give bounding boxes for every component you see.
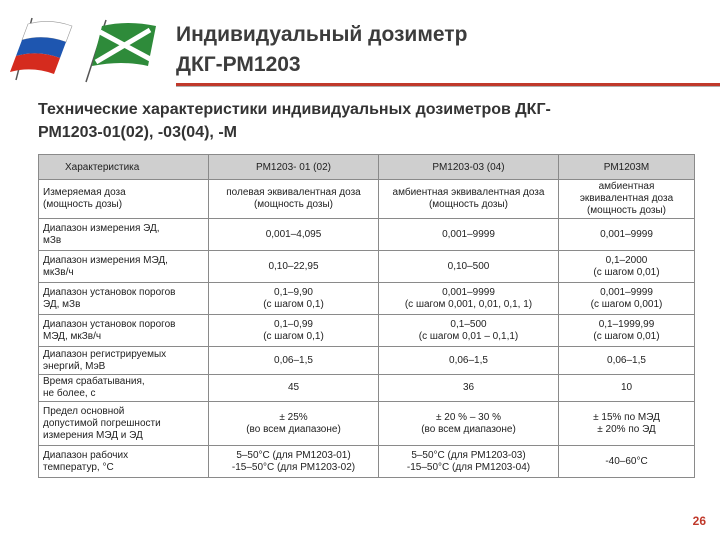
section-subtitle: [38, 98, 658, 144]
cell-text-line: энергий, МэВ: [43, 360, 106, 372]
cell-text-line: 0,001–9999: [600, 286, 653, 298]
cell-text-line: 0,06–1,5: [449, 354, 488, 366]
cell-text-line: 5–50°С (для РМ1203-01): [236, 449, 351, 461]
cell-text-line: полевая эквивалентная доза: [226, 187, 361, 198]
cell-text-line: амбиентная эквивалентная доза: [392, 187, 545, 198]
cell-text-line: 0,001–9999: [442, 228, 495, 240]
characteristic-cell: [39, 283, 209, 315]
cell-text-line: -15–50°С (для РМ1203-02): [231, 461, 356, 473]
cell-text-line: -15–50°С (для РМ1203-04): [406, 461, 531, 473]
table-row: [39, 375, 695, 402]
table-row: [39, 446, 695, 478]
cell-text-line: амбиентная: [598, 181, 655, 192]
table-row: [39, 347, 695, 375]
table-row: [39, 251, 695, 283]
cell-text-line: (во всем диапазоне): [246, 423, 341, 435]
cell-text-line: (с шагом 0,001, 0,01, 0,1, 1): [404, 298, 533, 310]
cell-text-line: 5–50°С (для РМ1203-03): [411, 449, 526, 461]
cell-text-line: 0,001–9999: [600, 228, 653, 240]
cell-text-line: 0,06–1,5: [607, 354, 646, 366]
value-cell-rm1203-01: [209, 180, 379, 219]
characteristic-cell: [39, 375, 209, 402]
characteristic-cell: [39, 446, 209, 478]
characteristic-cell: [39, 347, 209, 375]
value-cell-rm1203-01: [209, 347, 379, 375]
value-cell-rm1203-03: [379, 251, 559, 283]
column-header-rm1203m: РМ1203М: [559, 155, 695, 180]
cell-text-line: Диапазон рабочих: [43, 449, 129, 461]
value-cell-rm1203-01: [209, 315, 379, 347]
cell-text-line: (мощность дозы): [253, 199, 334, 210]
cell-text-line: 0,1–500: [450, 318, 487, 330]
page-title: [176, 20, 467, 80]
cell-text-line: 0,1–0,99: [274, 318, 313, 330]
value-cell-rm1203m: [559, 446, 695, 478]
table-row: [39, 315, 695, 347]
cell-text-line: (с шагом 0,1): [263, 298, 324, 310]
cell-text-line: мЗв: [43, 234, 62, 246]
cell-text-line: (с шагом 0,01 – 0,1,1): [418, 330, 519, 342]
title-line-1: Индивидуальный дозиметр: [176, 23, 468, 46]
value-cell-rm1203m: [559, 402, 695, 446]
value-cell-rm1203m: [559, 251, 695, 283]
value-cell-rm1203-03: [379, 315, 559, 347]
cell-text-line: Измеряемая доза: [43, 187, 126, 198]
cell-text-line: ± 20 % – 30 %: [436, 411, 501, 423]
subtitle-line-1: Технические характеристики индивидуальных дозиметров ДКГ-: [38, 101, 551, 118]
value-cell-rm1203-03: [379, 283, 559, 315]
cell-text-line: 45: [287, 382, 300, 393]
green-white-flag-icon: [86, 20, 156, 82]
cell-text-line: 0,1–9,90: [274, 286, 313, 298]
value-cell-rm1203-01: [209, 446, 379, 478]
cell-text-line: (во всем диапазоне): [421, 423, 516, 435]
cell-text-line: 0,10–22,95: [268, 260, 319, 272]
value-cell-rm1203-03: [379, 402, 559, 446]
value-cell-rm1203-03: [379, 180, 559, 219]
value-cell-rm1203-03: [379, 219, 559, 251]
cell-text-line: (мощность дозы): [428, 199, 509, 210]
column-header-rm1203-01: РМ1203- 01 (02): [209, 155, 379, 180]
cell-text-line: (с шагом 0,1): [263, 330, 324, 342]
cell-text-line: Диапазон измерения ЭД,: [43, 222, 160, 234]
cell-text-line: измерения МЭД и ЭД: [43, 429, 143, 441]
flags-logo: [10, 14, 160, 84]
cell-text-line: ЭД, мЗв: [43, 298, 81, 310]
value-cell-rm1203m: [559, 180, 695, 219]
header-divider-gray: [176, 86, 720, 87]
value-cell-rm1203-01: [209, 402, 379, 446]
cell-text-line: (мощность дозы): [43, 199, 123, 210]
cell-text-line: 0,10–500: [447, 260, 490, 272]
cell-text-line: (с шагом 0,001): [590, 298, 663, 310]
table-row: [39, 402, 695, 446]
table-row: [39, 180, 695, 219]
cell-text-line: 0,1–2000: [605, 254, 648, 266]
cell-text-line: 0,001–9999: [442, 286, 495, 298]
characteristic-cell: [39, 219, 209, 251]
characteristic-cell: [39, 402, 209, 446]
cell-text-line: температур, °С: [43, 461, 114, 473]
value-cell-rm1203m: [559, 219, 695, 251]
subtitle-line-2: РМ1203-01(02), -03(04), -М: [38, 124, 237, 141]
cell-text-line: Диапазон установок порогов: [43, 318, 176, 330]
value-cell-rm1203m: [559, 347, 695, 375]
cell-text-line: Диапазон установок порогов: [43, 286, 176, 298]
cell-text-line: Диапазон регистрируемых: [43, 348, 167, 360]
column-header-rm1203-03: РМ1203-03 (04): [379, 155, 559, 180]
table-row: [39, 219, 695, 251]
specifications-table: [38, 154, 695, 478]
cell-text-line: ± 15% по МЭД: [593, 411, 660, 423]
cell-text-line: мкЗв/ч: [43, 266, 74, 278]
cell-text-line: 0,001–4,095: [265, 228, 322, 240]
cell-text-line: ± 20% по ЭД: [597, 423, 656, 435]
characteristic-cell: [39, 251, 209, 283]
value-cell-rm1203-03: [379, 446, 559, 478]
cell-text-line: -40–60°С: [605, 455, 648, 467]
value-cell-rm1203m: [559, 375, 695, 402]
value-cell-rm1203-01: [209, 219, 379, 251]
column-header-characteristic: Характеристика: [39, 155, 209, 180]
value-cell-rm1203m: [559, 315, 695, 347]
cell-text-line: (с шагом 0,01): [593, 266, 660, 278]
value-cell-rm1203-01: [209, 251, 379, 283]
value-cell-rm1203-01: [209, 375, 379, 402]
value-cell-rm1203-03: [379, 347, 559, 375]
characteristic-cell: [39, 180, 209, 219]
cell-text-line: МЭД, мкЗв/ч: [43, 330, 102, 342]
cell-text-line: эквивалентная доза: [579, 193, 674, 204]
characteristic-cell: [39, 315, 209, 347]
cell-text-line: 10: [620, 382, 633, 393]
page-number: 26: [692, 514, 706, 528]
cell-text-line: Диапазон измерения МЭД,: [43, 254, 168, 266]
cell-text-line: 36: [462, 382, 475, 393]
cell-text-line: Предел основной: [43, 405, 125, 417]
cell-text-line: ± 25%: [279, 411, 308, 423]
cell-text-line: (с шагом 0,01): [593, 330, 660, 342]
table-row: [39, 283, 695, 315]
value-cell-rm1203-01: [209, 283, 379, 315]
cell-text-line: (мощность дозы): [586, 205, 667, 216]
russian-flag-icon: [10, 18, 72, 80]
table-header-row: [39, 155, 695, 180]
cell-text-line: Время срабатывания,: [43, 376, 145, 387]
cell-text-line: допустимой погрешности: [43, 417, 161, 429]
title-line-2: ДКГ-РМ1203: [176, 53, 301, 76]
cell-text-line: 0,06–1,5: [274, 354, 313, 366]
cell-text-line: 0,1–1999,99: [598, 318, 655, 330]
cell-text-line: не более, с: [43, 388, 96, 399]
value-cell-rm1203m: [559, 283, 695, 315]
value-cell-rm1203-03: [379, 375, 559, 402]
